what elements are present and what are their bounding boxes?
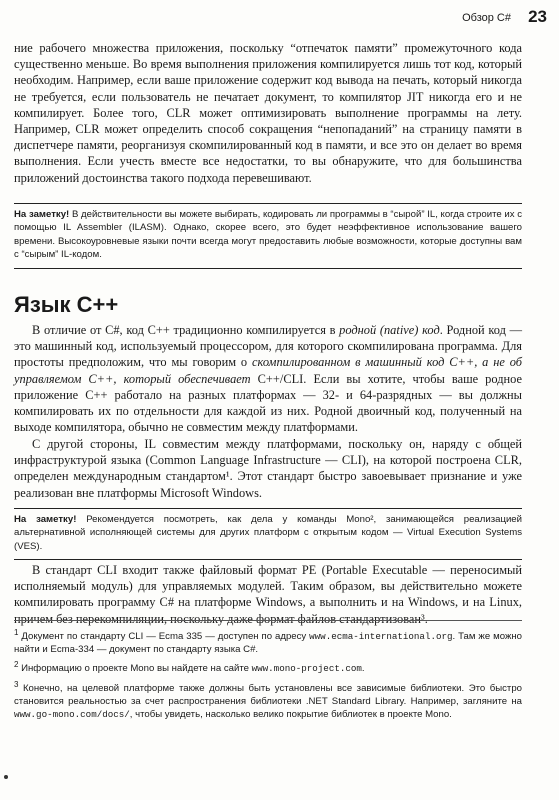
page-header — [0, 6, 559, 30]
note-body: Рекомендуется посмотреть, как дела у команды Mono², занимающейся реализацией альтернативной исполняющей системы для других платформ с открытым кодом — Virtual Execution Systems (VES). — [14, 514, 522, 552]
footnote-text: Конечно, на целевой платформе также должны быть установлены все зависимые библиотеки. Это быстро становится реальностью за счет распространения библиотеки .NET Standard Library. Например, загляните на — [14, 683, 522, 708]
footnote-link[interactable]: www.ecma-international.org — [309, 631, 453, 643]
footnote-link[interactable]: www.mono-project.com — [251, 663, 362, 675]
italic-phrase: скомпилированном в машинный код C++, а не об управляемом C++, который обеспечивает — [14, 355, 523, 386]
text-run: . Родной код — это машинный код, используемый процессором, для которого скомпилирована программа. Для простоты предположим, что мы говорим о — [14, 323, 522, 370]
footnote-text: Информацию о проекте Mono вы найдете на сайте — [18, 663, 252, 675]
note-body: В действительности вы можете выбирать, кодировать ли программы в “сырой” IL, когда строите их с помощью IL Assembler (ILASM). Однако, скорее всего, это будет неэффективное использование вашего времени. Высокоуровневые языки почти всегда могут предоставить любые возможности, которые доступны вам с “сырым” IL-кодом. — [14, 209, 522, 261]
italic-term: родной (native) код — [339, 323, 440, 337]
footnote-text: . — [361, 663, 365, 675]
paragraph-cli: С другой стороны, IL совместим между платформами, поскольку он, наряду с общей инфраструктурой языка (Common Language Infrastructure — CLI), на которой построена CLR, определен международным стандартом¹. Этот стандарт быстро завоевывает признание и уже реализован вне платформы Microsoft Windows. — [14, 437, 522, 500]
paragraph-jit: ние рабочего множества приложения, поскольку “отпечаток памяти” промежуточного кода существенно меньше. Во время выполнения приложения компилируется лишь тот код, который необходим. Например, если ваше приложение содержит код вывода на печать, который никогда не требуется, если пользователь не печатает документ, то компилятор JIT никогда его и не компилирует. Более того, CLR может оптимизировать выполнение программы на лету. Например, CLR может определить способ сокращения “непопаданий” на страницу памяти в диспетчере памяти, реорганизуя скомпилированный код в памяти, и все это он делает во время выполнения. Если учесть вместе все недостатки, то вы обнаружите, что для большинства приложений достоинства такого подхода перевешивают. — [14, 41, 522, 185]
paragraph-native-code — [14, 322, 522, 435]
text-run: C++/CLI. Если вы хотите, чтобы ваше родное приложение C++ работало на разных платформах — 32- и 64-разрядных — вы должны компилировать их по отдельности для каждой из них. Родной двоичный код, полученный на выходе компилятора, обычно не совместим между платформами. — [14, 371, 522, 435]
page-number: 23 — [528, 7, 547, 26]
note-label: На заметку! — [14, 209, 70, 220]
section-heading: Язык C++ — [14, 292, 119, 317]
footnote-marker: 2 — [14, 660, 19, 669]
note-box-ilasm — [14, 203, 522, 269]
footnote-text: . Там же можно найти и Ecma-334 — документ по стандарту языка C#. — [14, 631, 522, 656]
note-box-mono — [14, 508, 522, 560]
footnote-link[interactable]: www.go-mono.com/docs/ — [14, 709, 130, 721]
footnote-1 — [14, 626, 522, 656]
text-run: В отличие от C#, код C++ традиционно компилируется в — [32, 323, 340, 337]
footnote-text: Документ по стандарту CLI — Ecma 335 — доступен по адресу — [18, 631, 310, 643]
footnote-2 — [14, 658, 522, 675]
margin-mark — [4, 775, 8, 779]
note-text — [14, 208, 522, 262]
footnote-marker: 1 — [14, 628, 19, 637]
running-title: Обзор C# — [462, 12, 511, 24]
footnote-text: , чтобы увидеть, насколько велико покрытие библиотек в проекте Mono. — [129, 709, 452, 721]
footnote-3 — [14, 678, 522, 721]
note-label: На заметку! — [14, 514, 77, 525]
note-text — [14, 513, 522, 553]
footnote-marker: 3 — [14, 680, 19, 689]
footnote-divider — [14, 620, 522, 621]
paragraph-pe-format: В стандарт CLI входит также файловый формат PE (Portable Executable — переносимый исполняемый модуль) для управляемых модулей. Таким образом, вы действительно можете компилировать программу C# на платформе Windows, а выполнить и на Windows, и на Linux, причем без перекомпиляции, поскольку даже формат файлов стандартизован³. — [14, 563, 522, 626]
